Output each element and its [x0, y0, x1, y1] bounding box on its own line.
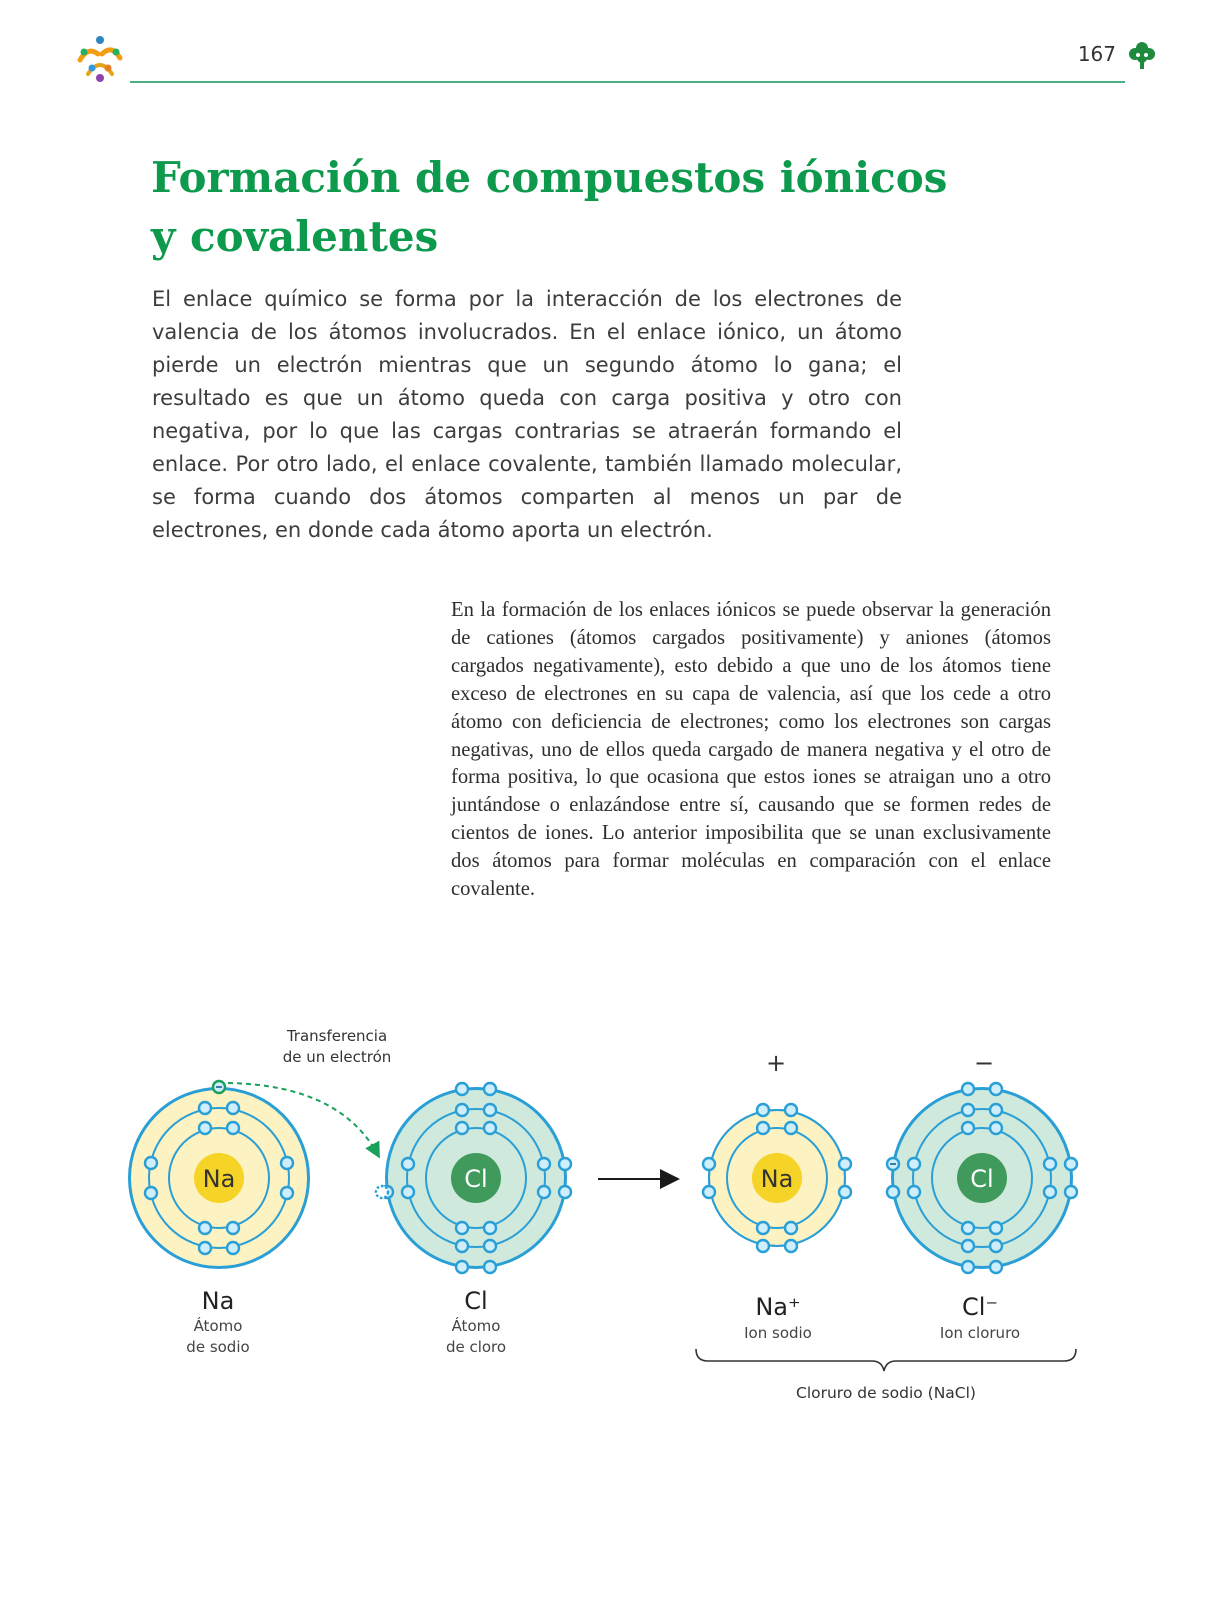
electron: [962, 1261, 974, 1273]
na-atom-desc-2: de sodio: [186, 1338, 250, 1356]
electron: [456, 1104, 468, 1116]
electron: [908, 1186, 920, 1198]
electron: [887, 1186, 899, 1198]
na-atom-desc-1: Átomo: [193, 1317, 243, 1335]
sodium-ion: [703, 1104, 851, 1252]
electron: [962, 1122, 974, 1134]
electron: [456, 1240, 468, 1252]
electron: [703, 1158, 715, 1170]
electron: [227, 1242, 239, 1254]
electron: [757, 1122, 769, 1134]
electron: [456, 1083, 468, 1095]
electron: [456, 1122, 468, 1134]
compound-brace: [696, 1349, 1076, 1371]
electron: [227, 1102, 239, 1114]
chlorine-atom: [376, 1083, 571, 1273]
electron: [703, 1186, 715, 1198]
electron: [281, 1157, 293, 1169]
electron: [199, 1242, 211, 1254]
electron: [757, 1104, 769, 1116]
intro-paragraph: El enlace químico se forma por la interacción de los electrones de valencia de los átomos involucrados. En el enlace iónico, un átomo pierde un electrón mientras que un segundo átomo lo gana; el resultado es que un átomo queda con carga positiva y otro con negativa, por lo que las cargas contrarias se atraerán formando el enlace. Por otro lado, el enlace covalente, también llamado molecular, se forma cuando dos átomos comparten al menos un par de electrones, en donde cada átomo aporta un electrón.: [152, 287, 902, 542]
electron: [199, 1222, 211, 1234]
electron: [785, 1122, 797, 1134]
electron: [484, 1083, 496, 1095]
electron: [538, 1186, 550, 1198]
transfer-label-2: de un electrón: [282, 1048, 392, 1066]
electron: [962, 1222, 974, 1234]
electron: [559, 1158, 571, 1170]
cl-atom-desc-2: de cloro: [445, 1338, 507, 1356]
cl-atom-label: Cl: [464, 1287, 488, 1315]
electron: [484, 1222, 496, 1234]
header-rule: [130, 81, 1125, 83]
electron: [484, 1240, 496, 1252]
electron: [990, 1104, 1002, 1116]
title-line-2: y covalentes: [151, 212, 439, 261]
title-line-1: Formación de compuestos iónicos: [151, 153, 948, 202]
electron: [281, 1187, 293, 1199]
ionic-bond-paragraph: En la formación de los enlaces iónicos se puede observar la generación de cationes (átomos cargados positivamente) y aniones (átomos cargados negativamente), esto debido a que uno de los átomos tiene exceso de electrones en su capa de valencia, así que los cede a otro átomo con deficiencia de electrones; como los electrones son cargas negativas, uno de ellos queda cargado de manera negativa y el otro de forma positiva, lo que ocasiona que estos iones se atraigan uno a otro juntándose o enlazándose entre sí, causando que se formen redes de cientos de iones. Lo anterior imposibilita que se unan exclusivamente dos átomos para formar moléculas en comparación con el enlace covalente.: [451, 599, 1051, 901]
electron: [839, 1186, 851, 1198]
colorful-people-emblem-icon: [74, 34, 126, 84]
electron: [757, 1222, 769, 1234]
electron: [402, 1158, 414, 1170]
electron: [908, 1158, 920, 1170]
electron: [145, 1187, 157, 1199]
electron: [785, 1240, 797, 1252]
electron: [456, 1261, 468, 1273]
cl-ion-desc: Ion cloruro: [939, 1324, 1021, 1342]
compound-label: Cloruro de sodio (NaCl): [796, 1384, 976, 1402]
page-title: [151, 148, 1051, 266]
electron: [227, 1222, 239, 1234]
electron: [990, 1083, 1002, 1095]
chloride-ion: [887, 1083, 1077, 1273]
electron: [757, 1240, 769, 1252]
electron: [785, 1222, 797, 1234]
nucleus-symbol: Cl: [970, 1165, 994, 1193]
electron: [1044, 1158, 1056, 1170]
transfer-label-1: Transferencia: [286, 1027, 388, 1045]
electron: [785, 1104, 797, 1116]
electron: [456, 1222, 468, 1234]
electron: [402, 1186, 414, 1198]
electron: [484, 1122, 496, 1134]
na-ion-charge: +: [765, 1049, 787, 1077]
electron: [145, 1157, 157, 1169]
na-ion-desc: Ion sodio: [744, 1324, 812, 1342]
electron: [484, 1104, 496, 1116]
electron: [990, 1240, 1002, 1252]
electron: [559, 1186, 571, 1198]
electron: [962, 1240, 974, 1252]
na-atom-label: Na: [201, 1287, 235, 1315]
sodium-atom: [129, 1081, 309, 1268]
electron: [962, 1104, 974, 1116]
electron: [538, 1158, 550, 1170]
nucleus-symbol: Na: [202, 1165, 236, 1193]
cl-ion-charge: −: [973, 1049, 995, 1077]
green-tree-icon: [1128, 40, 1156, 70]
ionic-bond-diagram: [0, 1015, 1214, 1435]
electron: [839, 1158, 851, 1170]
electron: [1044, 1186, 1056, 1198]
electron: [199, 1102, 211, 1114]
cl-atom-desc-1: Átomo: [451, 1317, 501, 1335]
electron: [990, 1122, 1002, 1134]
electron: [199, 1122, 211, 1134]
electron: [990, 1261, 1002, 1273]
electron-vacancy: [376, 1186, 388, 1198]
cl-ion-label: Cl⁻: [961, 1293, 999, 1321]
electron: [227, 1122, 239, 1134]
atoms-layer: [129, 1081, 1077, 1273]
electron: [990, 1222, 1002, 1234]
electron: [1065, 1158, 1077, 1170]
electron: [484, 1261, 496, 1273]
electron: [1065, 1186, 1077, 1198]
na-ion-label: Na⁺: [755, 1293, 801, 1321]
nucleus-symbol: Cl: [464, 1165, 488, 1193]
electron: [962, 1083, 974, 1095]
page-number: 167: [1077, 42, 1116, 66]
nucleus-symbol: Na: [760, 1165, 794, 1193]
